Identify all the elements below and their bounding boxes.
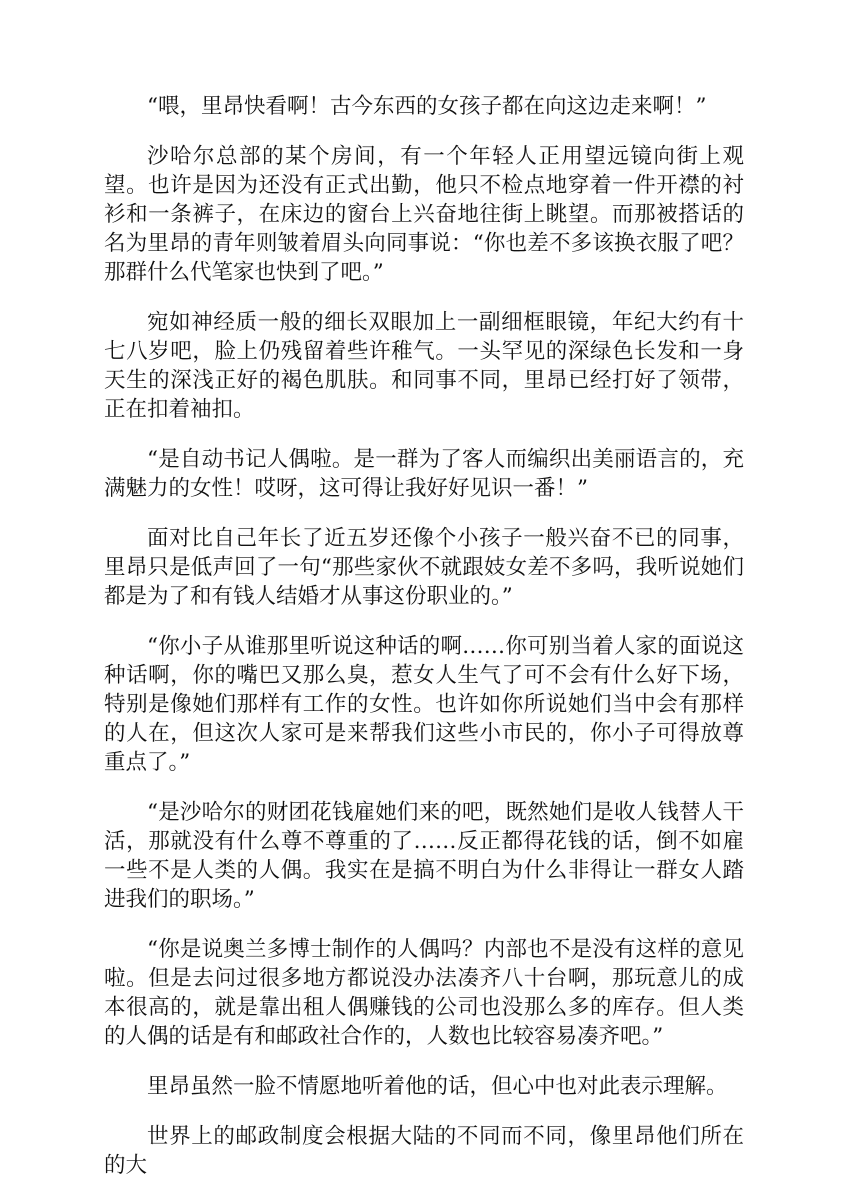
paragraph: “是自动书记人偶啦。是一群为了客人而编织出美丽语言的，充满魅力的女性！哎呀，这可得让我好好见识一番！” <box>104 447 744 501</box>
paragraph: “你是说奥兰多博士制作的人偶吗？内部也不是没有这样的意见啦。但是去问过很多地方都说没办法凑齐八十台啊，那玩意儿的成本很高的，就是靠出租人偶赚钱的公司也没那么多的库存。但人类的人偶的话是有和邮政社合作的，人数也比较容易凑齐吧。” <box>104 937 744 1049</box>
paragraph: “是沙哈尔的财团花钱雇她们来的吧，既然她们是收人钱替人干活，那就没有什么尊不尊重的了……反正都得花钱的话，倒不如雇一些不是人类的人偶。我实在是搞不明白为什么非得让一群女人踏进我们的职场。” <box>104 800 744 912</box>
paragraph: “你小子从谁那里听说这种话的啊……你可别当着人家的面说这种话啊，你的嘴巴又那么臭，惹女人生气了可不会有什么好下场，特别是像她们那样有工作的女性。也许如你所说她们当中会有那样的人在，但这次人家可是来帮我们这些小市民的，你小子可得放尊重点了。” <box>104 634 744 775</box>
paragraph: 沙哈尔总部的某个房间，有一个年轻人正用望远镜向街上观望。也许是因为还没有正式出勤，他只不检点地穿着一件开襟的衬衫和一条裤子，在床边的窗台上兴奋地往街上眺望。而那被搭话的名为里昂的青年则皱着眉头向同事说：“你也差不多该换衣服了吧？那群什么代笔家也快到了吧。” <box>104 144 744 285</box>
paragraph: 世界上的邮政制度会根据大陆的不同而不同，像里昂他们所在的大 <box>104 1124 744 1178</box>
document-page <box>104 92 744 1201</box>
paragraph: 里昂虽然一脸不情愿地听着他的话，但心中也对此表示理解。 <box>147 1074 728 1099</box>
paragraph: “喂，里昂快看啊！古今东西的女孩子都在向这边走来啊！” <box>147 94 707 119</box>
paragraph: 面对比自己年长了近五岁还像个小孩子一般兴奋不已的同事，里昂只是低声回了一句“那些家伙不就跟妓女差不多吗，我听说她们都是为了和有钱人结婚才从事这份职业的。” <box>104 526 744 609</box>
paragraph: 宛如神经质一般的细长双眼加上一副细框眼镜，年纪大约有十七八岁吧，脸上仍残留着些许稚气。一头罕见的深绿色长发和一身天生的深浅正好的褐色肌肤。和同事不同，里昂已经打好了领带，正在扣着袖扣。 <box>104 310 744 422</box>
